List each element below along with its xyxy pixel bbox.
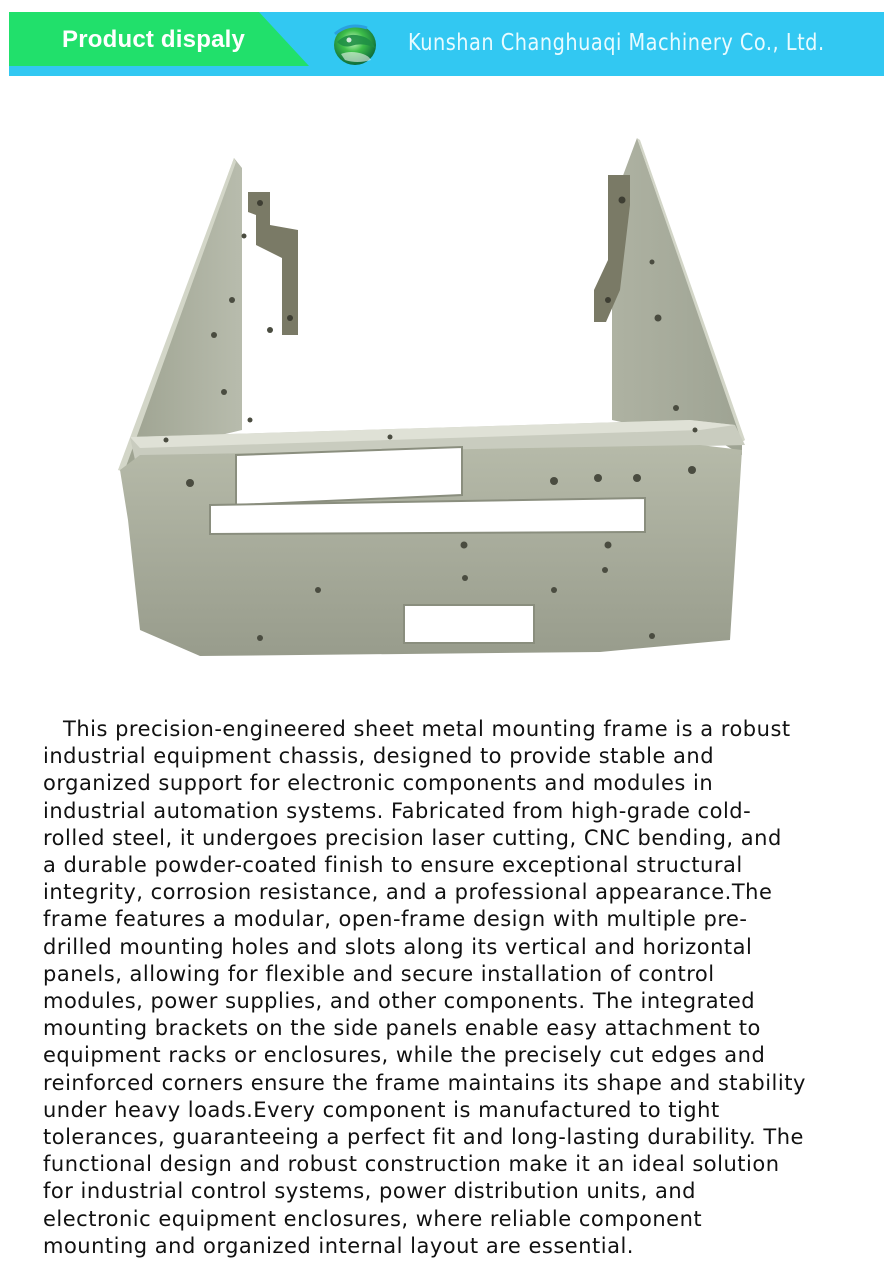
- lower-window: [404, 605, 534, 643]
- product-description: This precision-engineered sheet metal mounting frame is a robust industrial equipment chassis, designed to provide stable and organized support for electronic components and modules in industrial automation systems. Fabricated from high-grade cold- rolled steel, it undergoes precision laser cutting, CNC bending, and a durable powder-coated finish to ensure exceptional structural integrity, corrosion resistance, and a professional appearance.The frame features a modular, open-frame design with multiple pre- drilled mounting holes and slots along its vertical and horizontal panels, allowing for flexible and secure installation of control modules, power supplies, and other components. The integrated mounting brackets on the side panels enable easy attachment to equipment racks or enclosures, while the precisely cut edges and reinforced corners ensure the frame maintains its shape and stability under heavy loads.Every component is manufactured to tight tolerances, guaranteeing a perfect fit and long-lasting durability. The functional design and robust construction make it an ideal solution for industrial control systems, power distribution units, and electronic equipment enclosures, where reliable component mounting and organized internal layout are essential.: [43, 717, 806, 1258]
- page-title: Product dispaly: [62, 26, 246, 53]
- company-logo: [327, 20, 383, 68]
- header-banner: [9, 12, 884, 76]
- upper-cutout: [236, 447, 462, 505]
- left-mounting-bracket: [248, 192, 298, 335]
- product-image: [100, 125, 760, 665]
- wide-slot: [210, 498, 645, 534]
- company-name: Kunshan Changhuaqi Machinery Co., Ltd.: [408, 30, 825, 56]
